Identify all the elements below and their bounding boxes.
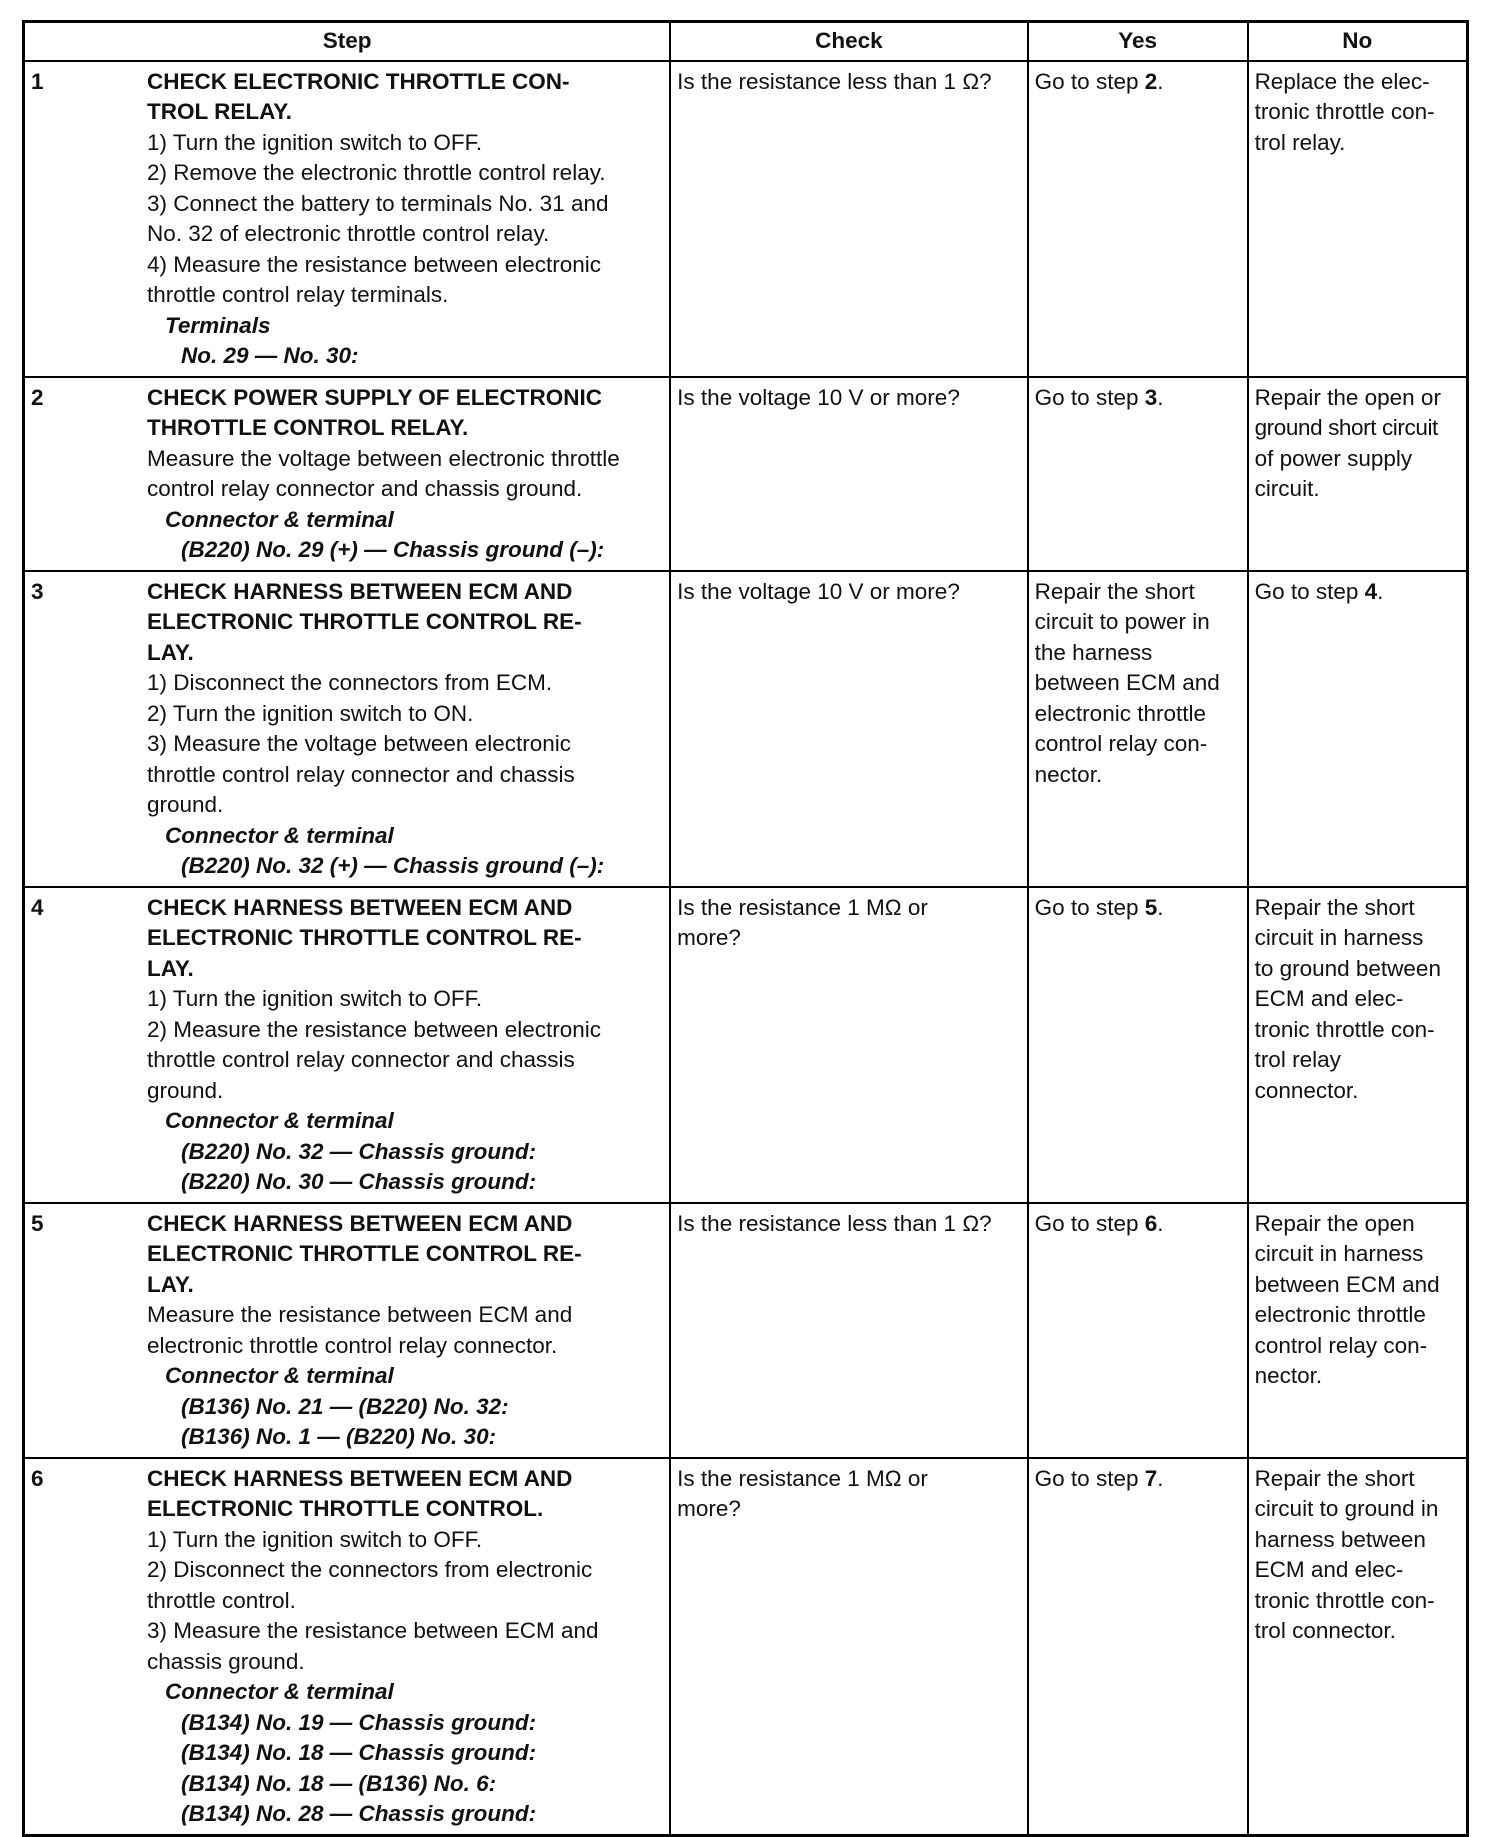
yes-text: between ECM and xyxy=(1034,670,1220,695)
yes-text: electronic throttle xyxy=(1034,700,1206,726)
step-title: CHECK HARNESS BETWEEN ECM AND xyxy=(147,894,573,920)
header-check: Check xyxy=(670,22,1027,61)
step-instruction: 2) Measure the resistance between electronic xyxy=(147,1016,601,1042)
step-title: ELECTRONIC THROTTLE CONTROL RE- xyxy=(147,1241,582,1266)
no-text: trol connector. xyxy=(1254,1618,1396,1643)
no-text: Repair the short xyxy=(1254,1465,1415,1491)
step-cell xyxy=(24,1458,671,1836)
spec-line: (B134) No. 28 — Chassis ground: xyxy=(181,1801,537,1826)
yes-suffix: . xyxy=(1157,1210,1164,1236)
step-instruction: 1) Disconnect the connectors from ECM. xyxy=(147,670,553,695)
yes-text: Go to step xyxy=(1034,68,1145,94)
step-cell xyxy=(24,61,671,377)
step-title: ELECTRONIC THROTTLE CONTROL RE- xyxy=(147,925,582,950)
step-cell xyxy=(24,1203,671,1458)
spec-line: (B134) No. 19 — Chassis ground: xyxy=(181,1709,537,1735)
no-text: circuit. xyxy=(1254,476,1320,501)
table-row xyxy=(24,377,1468,571)
spec-heading: Terminals xyxy=(165,312,271,338)
step-instruction: control relay connector and chassis ground. xyxy=(147,476,583,501)
step-instruction: throttle control relay connector and chassis xyxy=(147,1047,575,1072)
step-instruction: 2) Remove the electronic throttle control relay. xyxy=(147,160,606,185)
no-text: trol relay. xyxy=(1254,129,1346,155)
check-text: Is the resistance less than 1 Ω? xyxy=(677,1210,992,1236)
step-instruction: 4) Measure the resistance between electronic xyxy=(147,251,601,277)
step-instruction: 2) Turn the ignition switch to ON. xyxy=(147,700,474,726)
no-cell xyxy=(1248,1203,1468,1458)
yes-text: Repair the short xyxy=(1034,578,1195,604)
header-step: Step xyxy=(24,22,671,61)
spec-line: (B136) No. 1 — (B220) No. 30: xyxy=(181,1424,497,1449)
yes-step-ref: 7 xyxy=(1144,1465,1158,1491)
step-title: ELECTRONIC THROTTLE CONTROL. xyxy=(147,1496,544,1521)
no-text: Replace the elec- xyxy=(1254,68,1430,94)
step-cell xyxy=(24,377,671,571)
step-instruction: ground. xyxy=(147,1077,224,1103)
no-cell xyxy=(1248,571,1468,887)
step-title: CHECK HARNESS BETWEEN ECM AND xyxy=(147,1210,573,1236)
check-cell xyxy=(670,887,1027,1203)
no-text: to ground between xyxy=(1254,955,1441,981)
yes-cell xyxy=(1028,61,1248,377)
step-title: CHECK HARNESS BETWEEN ECM AND xyxy=(147,578,573,604)
step-title: THROTTLE CONTROL RELAY. xyxy=(147,415,469,440)
yes-text: circuit to power in xyxy=(1034,609,1210,634)
step-instruction: 2) Disconnect the connectors from electronic xyxy=(147,1557,593,1582)
check-cell xyxy=(670,1458,1027,1836)
step-number: 5 xyxy=(31,1210,44,1236)
check-text: more? xyxy=(677,1496,741,1521)
spec-line: (B220) No. 29 (+) — Chassis ground (–): xyxy=(181,537,605,562)
step-instruction: Measure the resistance between ECM and xyxy=(147,1302,573,1327)
step-instruction: ground. xyxy=(147,792,224,817)
no-text: connector. xyxy=(1254,1077,1359,1103)
step-instruction: 1) Turn the ignition switch to OFF. xyxy=(147,129,483,155)
check-text: Is the resistance 1 MΩ or xyxy=(677,1465,928,1491)
spec-heading: Connector & terminal xyxy=(165,1363,394,1388)
yes-step-ref: 5 xyxy=(1144,894,1158,920)
no-text: ECM and elec- xyxy=(1254,986,1404,1011)
yes-step-ref: 2 xyxy=(1144,68,1158,94)
yes-suffix: . xyxy=(1157,68,1164,94)
step-title: CHECK ELECTRONIC THROTTLE CON- xyxy=(147,68,570,94)
check-cell xyxy=(670,377,1027,571)
spec-line: (B220) No. 30 — Chassis ground: xyxy=(181,1169,537,1194)
no-cell xyxy=(1248,61,1468,377)
no-text: ground short circuit xyxy=(1254,415,1438,440)
spec-heading: Connector & terminal xyxy=(165,1679,394,1704)
check-text: Is the resistance 1 MΩ or xyxy=(677,894,928,920)
no-text: Go to step xyxy=(1254,578,1365,604)
no-text: nector. xyxy=(1254,1363,1323,1388)
yes-suffix: . xyxy=(1157,894,1164,920)
yes-text: control relay con- xyxy=(1034,731,1208,756)
step-title: LAY. xyxy=(147,639,194,665)
no-text: tronic throttle con- xyxy=(1254,1016,1435,1042)
step-instruction: Measure the voltage between electronic throttle xyxy=(147,445,620,471)
step-title: LAY. xyxy=(147,955,194,981)
step-cell xyxy=(24,887,671,1203)
step-instruction: 3) Connect the battery to terminals No. 31 and xyxy=(147,190,609,216)
step-title: TROL RELAY. xyxy=(147,99,293,124)
yes-text: nector. xyxy=(1034,761,1103,787)
spec-line: (B220) No. 32 — Chassis ground: xyxy=(181,1138,537,1164)
yes-text: Go to step xyxy=(1034,384,1145,410)
yes-suffix: . xyxy=(1157,384,1164,410)
check-text: more? xyxy=(677,925,741,950)
spec-heading: Connector & terminal xyxy=(165,1108,394,1133)
no-cell xyxy=(1248,1458,1468,1836)
spec-line: (B220) No. 32 (+) — Chassis ground (–): xyxy=(181,853,605,878)
step-title: ELECTRONIC THROTTLE CONTROL RE- xyxy=(147,609,582,634)
spec-line: No. 29 — No. 30: xyxy=(181,343,359,368)
step-instruction: 3) Measure the resistance between ECM and xyxy=(147,1618,599,1643)
step-cell xyxy=(24,571,671,887)
step-number: 4 xyxy=(31,894,44,920)
no-text: tronic throttle con- xyxy=(1254,1587,1435,1613)
step-number: 2 xyxy=(31,384,44,410)
table-row xyxy=(24,887,1468,1203)
no-text: circuit in harness xyxy=(1254,1241,1424,1266)
table-row xyxy=(24,571,1468,887)
step-number: 3 xyxy=(31,578,44,604)
yes-cell xyxy=(1028,1458,1248,1836)
yes-cell xyxy=(1028,887,1248,1203)
no-cell xyxy=(1248,377,1468,571)
yes-cell xyxy=(1028,571,1248,887)
no-step-ref: 4 xyxy=(1364,578,1378,604)
header-yes: Yes xyxy=(1028,22,1248,61)
step-title: CHECK POWER SUPPLY OF ELECTRONIC xyxy=(147,384,603,410)
spec-heading: Connector & terminal xyxy=(165,506,394,532)
no-text: Repair the open or xyxy=(1254,384,1441,410)
step-title: LAY. xyxy=(147,1271,194,1297)
no-text: control relay con- xyxy=(1254,1332,1428,1358)
yes-step-ref: 6 xyxy=(1144,1210,1158,1236)
yes-text: Go to step xyxy=(1034,894,1145,920)
step-instruction: chassis ground. xyxy=(147,1648,305,1674)
step-number: 1 xyxy=(31,68,44,94)
yes-suffix: . xyxy=(1157,1465,1164,1491)
step-instruction: throttle control relay terminals. xyxy=(147,282,449,307)
no-text: Repair the short xyxy=(1254,894,1415,920)
no-text: trol relay xyxy=(1254,1047,1341,1072)
spec-heading: Connector & terminal xyxy=(165,822,394,848)
check-cell xyxy=(670,61,1027,377)
no-text: electronic throttle xyxy=(1254,1302,1426,1327)
no-text: harness between xyxy=(1254,1526,1426,1552)
table-row xyxy=(24,1203,1468,1458)
no-text: circuit to ground in xyxy=(1254,1496,1439,1521)
step-number: 6 xyxy=(31,1465,44,1491)
step-instruction: 3) Measure the voltage between electronic xyxy=(147,731,571,756)
no-text: ECM and elec- xyxy=(1254,1557,1404,1582)
step-instruction: electronic throttle control relay connector. xyxy=(147,1332,558,1358)
yes-text: the harness xyxy=(1034,639,1153,665)
yes-cell xyxy=(1028,1203,1248,1458)
no-text: of power supply xyxy=(1254,445,1413,471)
spec-line: (B134) No. 18 — (B136) No. 6: xyxy=(181,1770,497,1796)
header-row xyxy=(24,22,1468,61)
step-instruction: 1) Turn the ignition switch to OFF. xyxy=(147,1526,483,1552)
no-text: circuit in harness xyxy=(1254,925,1424,950)
step-title: CHECK HARNESS BETWEEN ECM AND xyxy=(147,1465,573,1491)
no-text: between ECM and xyxy=(1254,1271,1440,1297)
header-no: No xyxy=(1248,22,1468,61)
no-suffix: . xyxy=(1377,578,1384,604)
spec-line: (B134) No. 18 — Chassis ground: xyxy=(181,1740,537,1765)
step-instruction: throttle control. xyxy=(147,1587,296,1613)
diagnostic-table xyxy=(22,20,1469,1837)
table-row xyxy=(24,1458,1468,1836)
check-text: Is the resistance less than 1 Ω? xyxy=(677,68,992,94)
step-instruction: throttle control relay connector and chassis xyxy=(147,761,575,787)
yes-text: Go to step xyxy=(1034,1465,1145,1491)
check-text: Is the voltage 10 V or more? xyxy=(677,578,960,604)
spec-line: (B136) No. 21 — (B220) No. 32: xyxy=(181,1393,509,1419)
step-instruction: 1) Turn the ignition switch to OFF. xyxy=(147,986,483,1011)
yes-text: Go to step xyxy=(1034,1210,1145,1236)
check-text: Is the voltage 10 V or more? xyxy=(677,384,960,410)
yes-cell xyxy=(1028,377,1248,571)
no-text: Repair the open xyxy=(1254,1210,1415,1236)
yes-step-ref: 3 xyxy=(1144,384,1158,410)
no-cell xyxy=(1248,887,1468,1203)
step-instruction: No. 32 of electronic throttle control relay. xyxy=(147,221,550,246)
table-row xyxy=(24,61,1468,377)
check-cell xyxy=(670,571,1027,887)
no-text: tronic throttle con- xyxy=(1254,99,1435,124)
check-cell xyxy=(670,1203,1027,1458)
